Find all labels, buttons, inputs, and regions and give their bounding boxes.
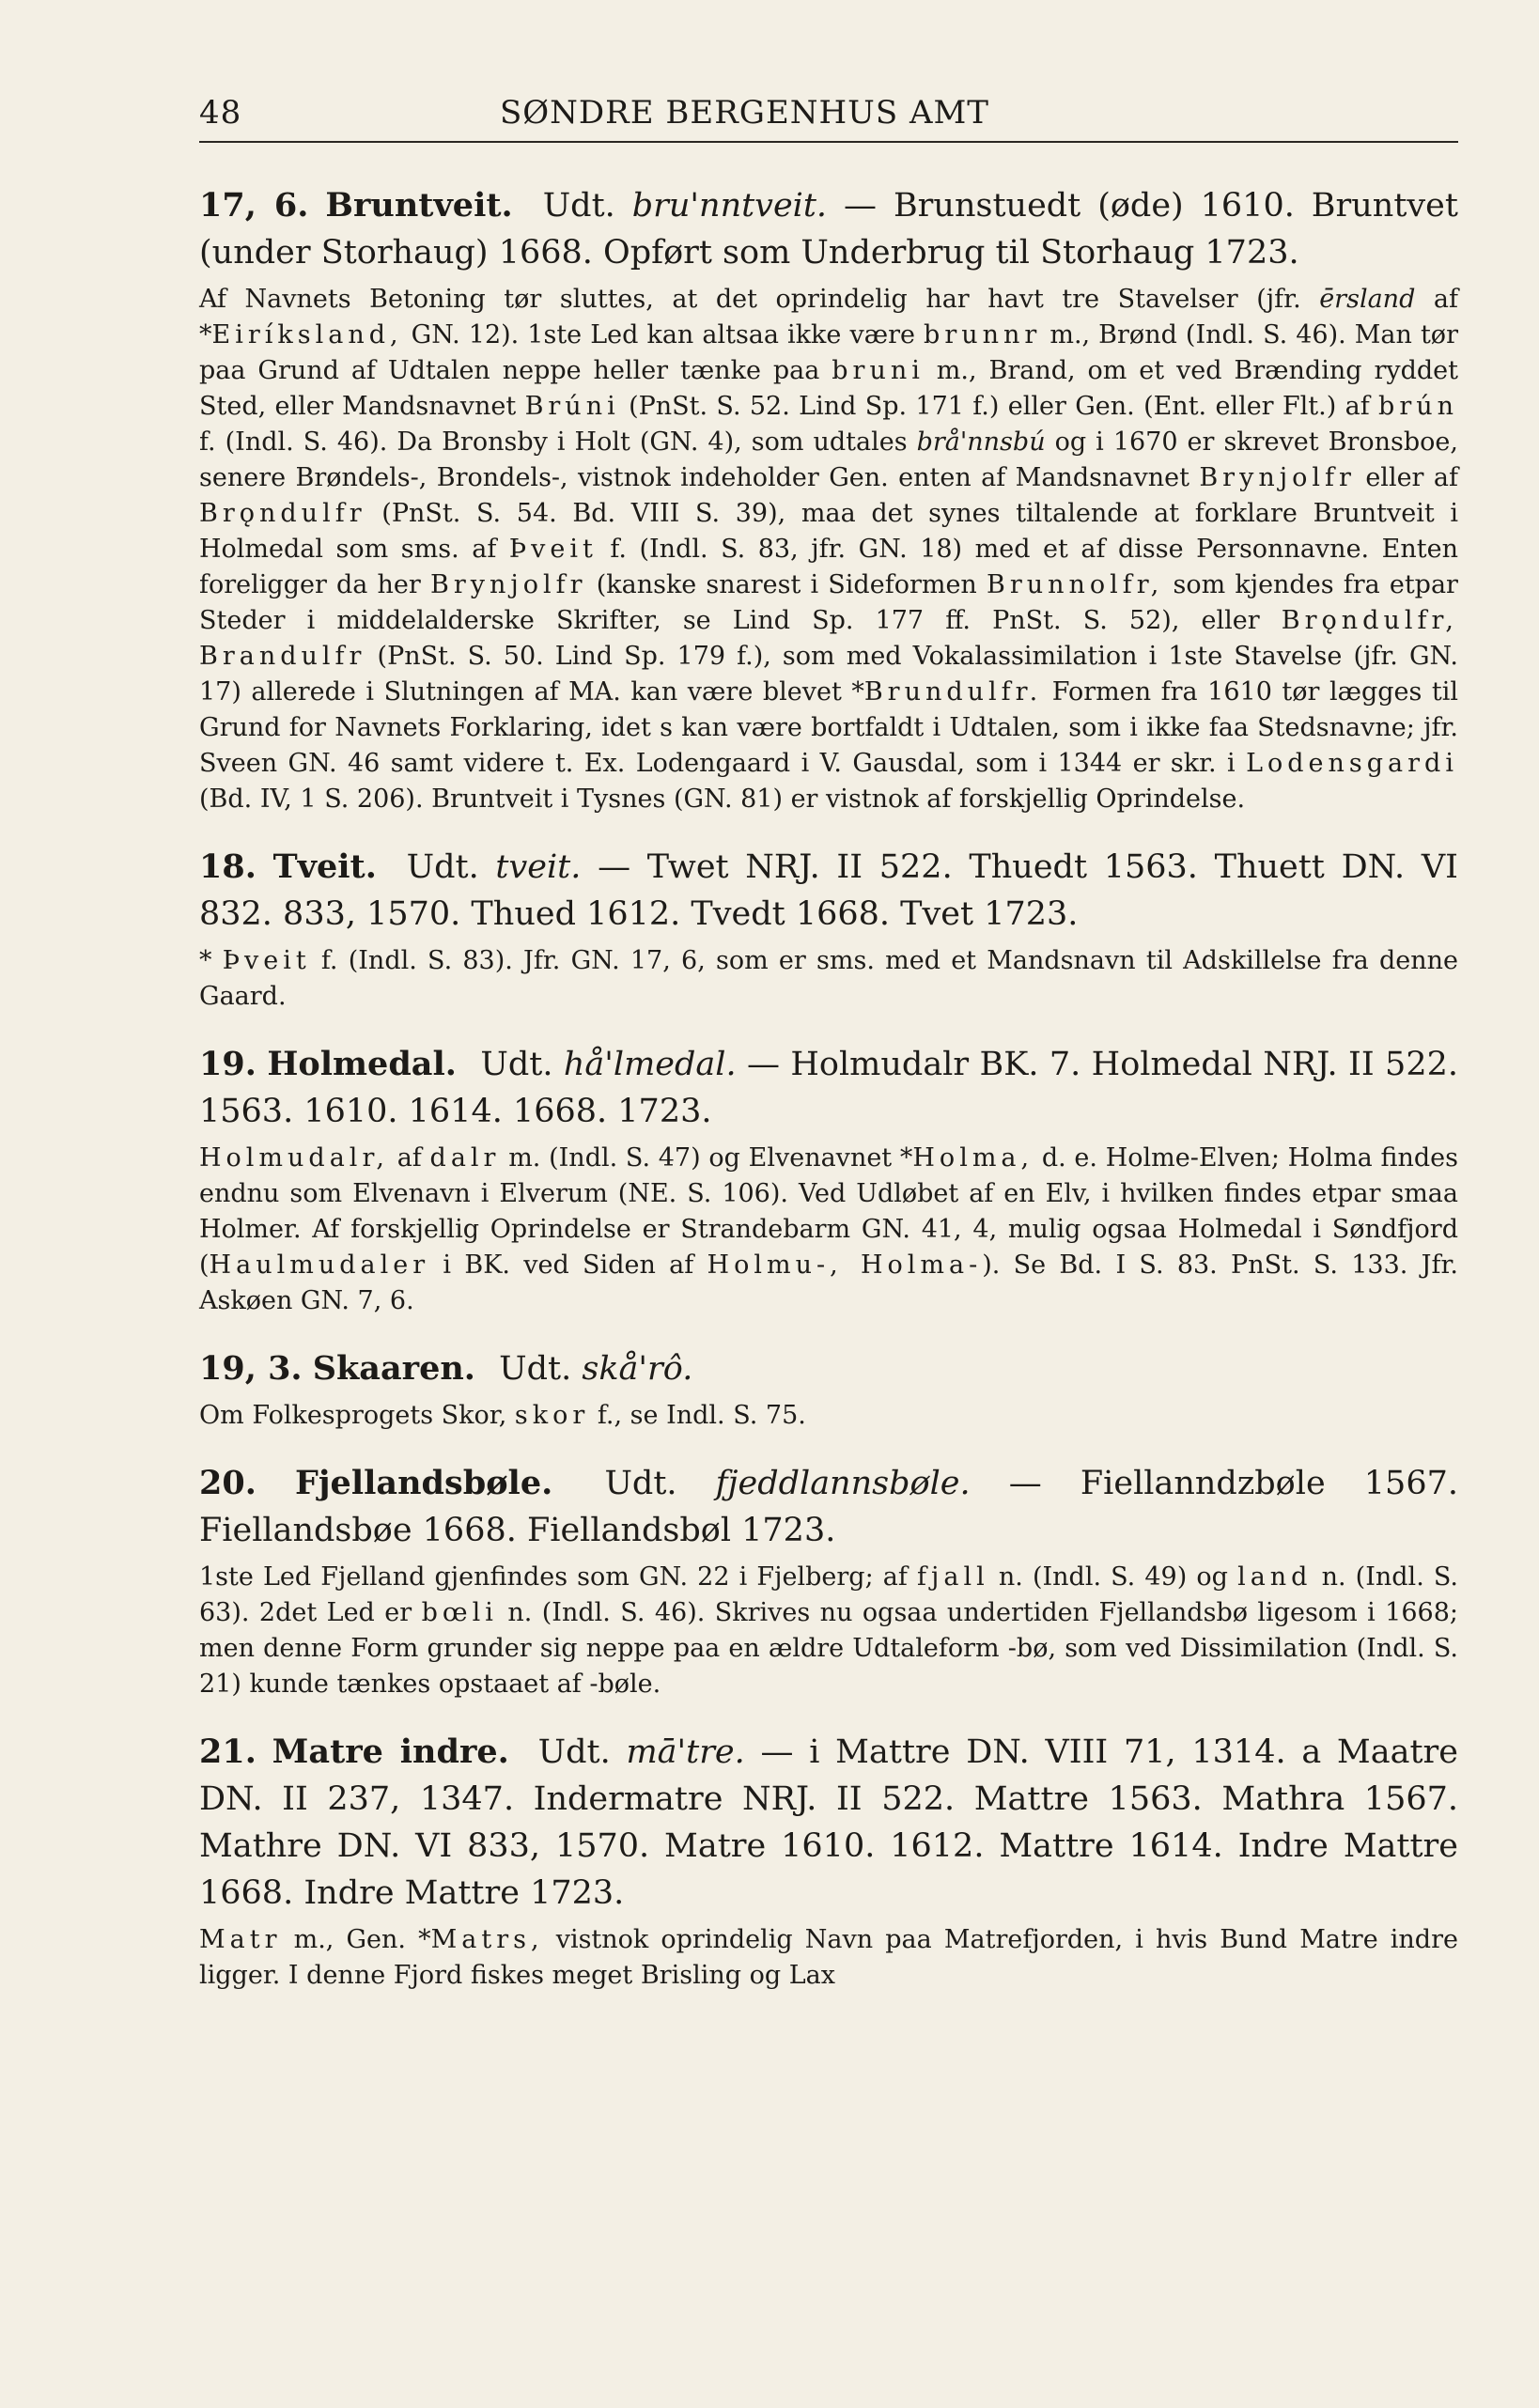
entry-forms: — Holmudalr BK. 7. Holmedal NRJ. II 522. 1563. 1610. 1614. 1668. 1723.	[199, 1046, 1458, 1130]
entry-name: Skaaren.	[312, 1349, 475, 1388]
note-text: Af Navnets Betoning tør sluttes, at det oprindelig har havt tre Stavelser (jfr.	[199, 285, 1301, 314]
note-text: bœli	[421, 1598, 498, 1627]
note-text: n. (Indl. S. 46). Skrives nu ogsaa undertiden Fjellandsbø ligesom i 1668; men denne Form grunder sig neppe paa en ældre Udtaleform -bø, som ved Dissimilation (Indl. S. 21) kunde tænkes opstaaet af -bøle.	[199, 1598, 1458, 1699]
note-text: ērsland	[1319, 285, 1416, 314]
note-text: Þveit	[222, 946, 311, 975]
note-text: Brynjolfr	[1199, 463, 1356, 492]
entry-heading	[199, 844, 1458, 938]
entry-number: 21.	[199, 1732, 256, 1771]
entry-number: 18.	[199, 847, 256, 886]
note-text: m. (Indl. S. 47) og Elvenavnet *	[508, 1143, 913, 1173]
entry-note	[199, 943, 1458, 1015]
pronunciation: hå'lmedal.	[563, 1046, 737, 1083]
note-text: d. e. Holme-Elven; Holma findes endnu som Elvenavn i Elverum (NE. S. 106). Ved Udløbet af en Elv, i hvilken findes etpar smaa Holmer. Af forskjellig Oprindelse er Strandebarm GN. 41, 4, mulig ogsaa Holmedal i Søndfjord (	[199, 1143, 1459, 1280]
running-title: SØNDRE BERGENHUS AMT	[500, 94, 989, 132]
entry-forms: — Twet NRJ. II 522. Thuedt 1563. Thuett DN. VI 832. 833, 1570. Thued 1612. Tvedt 1668. Tvet 1723.	[199, 848, 1458, 933]
entry-name: Holmedal.	[267, 1045, 457, 1083]
entry-number: 19.	[199, 1045, 256, 1083]
note-text: (PnSt. S. 54. Bd. VIII S. 39), maa det synes tiltalende at forklare Bruntveit i Holmedal som sms. af	[199, 499, 1458, 564]
entry-forms: — i Mattre DN. VIII 71, 1314. a Maatre DN. II 237, 1347. Indermatre NRJ. II 522. Mattre 1563. Mathra 1567. Mathre DN. VI 833, 1570. Matre 1610. 1612. Mattre 1614. Indre Mattre 1668. Indre Mattre 1723.	[199, 1733, 1458, 1912]
note-text: land	[1237, 1562, 1313, 1592]
note-text: vistnok oprindelig Navn paa Matrefjorden, i hvis Bund Matre indre ligger. I denne Fjord fiskes meget Brisling og Lax	[199, 1925, 1458, 1990]
note-text: Brunnolfr,	[986, 570, 1164, 599]
entry-name: Bruntveit.	[325, 186, 513, 225]
pronunciation: mā'tre.	[626, 1733, 745, 1771]
note-text: Matrs,	[430, 1925, 544, 1954]
entry-heading	[199, 1345, 1458, 1392]
entry-note	[199, 1560, 1458, 1702]
note-text: Holma,	[912, 1143, 1034, 1173]
note-text: m., Gen. *	[293, 1925, 431, 1954]
page	[199, 94, 1458, 1994]
note-text: Om Folkesprogets Skor,	[199, 1401, 507, 1430]
entry-heading	[199, 1041, 1458, 1135]
note-text: 1ste Led Fjelland gjenfindes som GN. 22 i Fjelberg; af	[199, 1562, 908, 1592]
page-number: 48	[199, 94, 242, 132]
note-text: af *	[199, 285, 1458, 350]
note-text: og i 1670 er skrevet Bronsboe, senere Brøndels-, Brondels-, vistnok indeholder Gen. enten af Mandsnavnet	[199, 427, 1458, 492]
note-text: Matr	[199, 1925, 282, 1954]
pronunciation: tveit.	[495, 848, 582, 886]
note-text: Lodensgardi	[1246, 749, 1458, 778]
note-text: dalr	[429, 1143, 501, 1173]
note-text: Formen fra 1610 tør lægges til Grund for Navnets Forklaring, idet s kan være bortfaldt i Udtalen, som i ikke faa Stedsnavne; jfr. Sveen GN. 46 samt videre t. Ex. Lodengaard i V. Gausdal, som i 1344 er skr. i	[199, 677, 1459, 778]
note-text: m., Brønd (Indl. S. 46). Man tør paa Grund af Udtalen neppe heller tænke paa	[199, 320, 1458, 385]
note-text: f. (Indl. S. 83). Jfr. GN. 17, 6, som er sms. med et Mandsnavn til Adskillelse fra denne Gaard.	[199, 946, 1458, 1011]
entry-heading	[199, 1729, 1458, 1917]
entry-forms: — Brunstuedt (øde) 1610. Bruntvet (under Storhaug) 1668. Opført som Underbrug til Storhaug 1723.	[199, 187, 1458, 272]
note-text: Holmudalr,	[199, 1143, 389, 1173]
entry-19	[199, 1041, 1458, 1319]
note-text: Brundulfr.	[863, 677, 1043, 707]
note-text: Brǫndulfr, Brandulfr	[199, 606, 1458, 671]
note-text: brún	[1378, 392, 1458, 421]
udt-label: Udt.	[499, 1350, 572, 1388]
note-text: Eiríksland,	[211, 320, 403, 350]
entry-name: Fjellandsbøle.	[295, 1464, 553, 1502]
entry-18	[199, 844, 1458, 1015]
note-text: brå'nnsbú	[916, 427, 1046, 457]
note-text: eller af	[1365, 463, 1458, 492]
note-text: ). Se Bd. I S. 83. PnSt. S. 133. Jfr. Askøen GN. 7, 6.	[199, 1251, 1459, 1315]
entry-heading	[199, 182, 1458, 276]
entry-17-6	[199, 182, 1458, 817]
udt-label: Udt.	[604, 1465, 677, 1502]
note-text: f. (Indl. S. 83, jfr. GN. 18) med et af disse Personnavne. Enten foreligger da her	[199, 535, 1458, 599]
note-text: Brynjolfr	[429, 570, 587, 599]
note-text: *	[199, 946, 212, 975]
entry-number: 19, 3.	[199, 1349, 303, 1388]
entry-note	[199, 1141, 1458, 1319]
entry-heading	[199, 1460, 1458, 1554]
entry-number: 20.	[199, 1464, 256, 1502]
running-head	[199, 94, 1458, 143]
note-text: Brúni	[524, 392, 620, 421]
entry-name: Matre indre.	[272, 1732, 509, 1771]
note-text: (PnSt. S. 52. Lind Sp. 171 f.) eller Gen. (Ent. eller Flt.) af	[629, 392, 1370, 421]
pronunciation: skå'rô.	[582, 1350, 693, 1388]
note-text: i BK. ved Siden af	[443, 1251, 694, 1280]
entry-20	[199, 1460, 1458, 1702]
pronunciation: bru'nntveit.	[631, 187, 828, 225]
note-text: fjall	[917, 1562, 989, 1592]
note-text: bruni	[832, 356, 925, 385]
note-text: (kanske snarest i Sideformen	[596, 570, 977, 599]
note-text: skor	[514, 1401, 590, 1430]
note-text: f., se Indl. S. 75.	[597, 1401, 806, 1430]
note-text: GN. 12). 1ste Led kan altsaa ikke være	[411, 320, 915, 350]
entry-forms: — Fiellanndzbøle 1567. Fiellandsbøe 1668. Fiellandsbøl 1723.	[199, 1465, 1458, 1549]
udt-label: Udt.	[406, 848, 479, 886]
entry-note	[199, 1398, 1458, 1434]
entry-name: Tveit.	[272, 847, 377, 886]
note-text: (Bd. IV, 1 S. 206). Bruntveit i Tysnes (GN. 81) er vistnok af forskjellig Oprindelse.	[199, 785, 1246, 814]
entry-note	[199, 1922, 1458, 1994]
note-text: (PnSt. S. 50. Lind Sp. 179 f.), som med Vokalassimilation i 1ste Stavelse (jfr. GN. 17) allerede i Slutningen af MA. kan være blevet *	[199, 642, 1458, 707]
udt-label: Udt.	[480, 1046, 553, 1083]
note-text: n. (Indl. S. 63). 2det Led er	[199, 1562, 1459, 1627]
note-text: af	[396, 1143, 422, 1173]
note-text: m., Brand, om et ved Brænding ryddet Sted, eller Mandsnavnet	[199, 356, 1458, 421]
note-text: som kjendes fra etpar Steder i middelalderske Skrifter, se Lind Sp. 177 ff. PnSt. S. 52), eller	[199, 570, 1458, 635]
note-text: Þveit	[508, 535, 598, 564]
entry-19-3	[199, 1345, 1458, 1434]
note-text: n. (Indl. S. 49) og	[998, 1562, 1228, 1592]
entry-note	[199, 282, 1458, 817]
note-text: Haulmudaler	[209, 1251, 430, 1280]
udt-label: Udt.	[537, 1733, 611, 1771]
note-text: Holmu-, Holma-	[707, 1251, 983, 1280]
entry-number: 17, 6.	[199, 186, 309, 225]
entry-21	[199, 1729, 1458, 1994]
note-text: Brǫndulfr	[199, 499, 366, 528]
udt-label: Udt.	[542, 187, 615, 225]
note-text: f. (Indl. S. 46). Da Bronsby i Holt (GN. 4), som udtales	[199, 427, 908, 457]
pronunciation: fjeddlannsbøle.	[715, 1465, 971, 1502]
note-text: brunnr	[924, 320, 1042, 350]
